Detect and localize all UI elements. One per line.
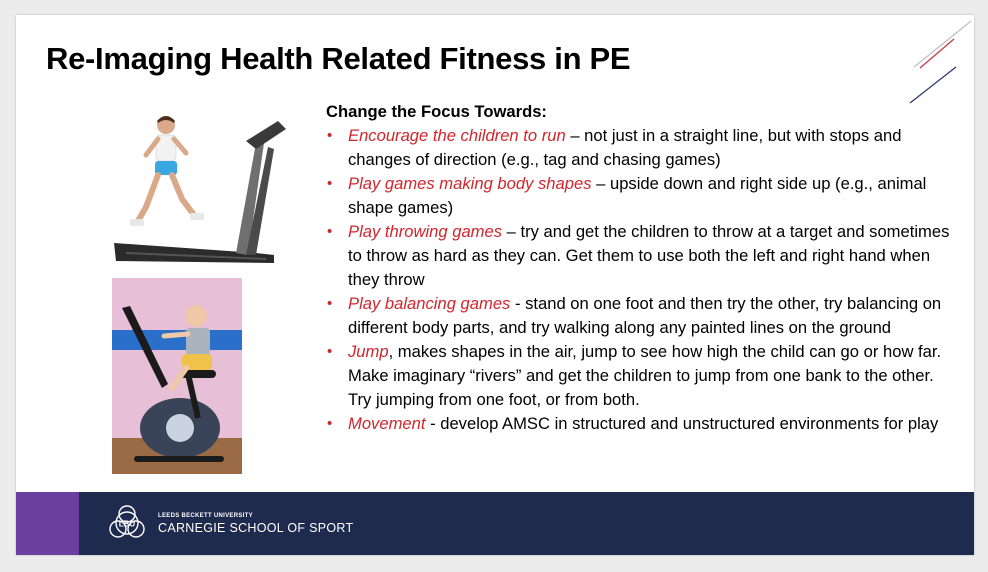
bullet-icon: • (327, 295, 333, 312)
list-item (326, 124, 956, 172)
list-item (326, 292, 956, 340)
bullet-list (326, 124, 956, 436)
slide (16, 15, 974, 555)
slide-title: Re-Imaging Health Related Fitness in PE (46, 41, 631, 76)
bullet-text: – upside down and right side up (e.g., animal shape games) (348, 174, 927, 217)
bullet-highlight: Jump (348, 342, 389, 361)
bullet-icon: • (327, 343, 333, 360)
bullet-icon: • (327, 223, 333, 240)
bullet-highlight: Encourage the children to run (348, 126, 566, 145)
list-item (326, 412, 956, 436)
bullet-highlight: Play throwing games (348, 222, 503, 241)
footer-bar (16, 492, 974, 555)
bullet-icon: • (327, 175, 333, 192)
bullet-text: – not just in a straight line, but with stops and changes of direction (e.g., tag and chasing games) (348, 126, 902, 169)
university-name: LEEDS BECKETT UNIVERSITY (158, 513, 253, 519)
list-item (326, 340, 956, 412)
bullet-highlight: Play games making body shapes (348, 174, 592, 193)
bullet-highlight: Play balancing games (348, 294, 511, 313)
content-text (326, 100, 956, 436)
exercise-bike-child-image (112, 278, 242, 474)
bullet-text: - stand on one foot and then try the other, try balancing on different body parts, and try walking along any painted lines on the ground (348, 294, 942, 337)
bullet-text: – try and get the children to throw at a target and sometimes to throw as hard as they can. Get them to use both the left and right hand when they throw (348, 222, 950, 289)
treadmill-child-image (106, 103, 296, 271)
university-crest-icon (106, 502, 148, 544)
bullet-text: - develop AMSC in structured and unstructured environments for play (425, 414, 939, 433)
school-name: CARNEGIE SCHOOL OF SPORT (158, 521, 354, 535)
bullet-text: , makes shapes in the air, jump to see how high the child can go or how far. Make imaginary “rivers” and get the children to jump from one bank to the other. Try jumping from one foot, or from both. (348, 342, 942, 409)
content-heading: Change the Focus Towards: (326, 102, 547, 121)
bullet-icon: • (327, 415, 333, 432)
list-item (326, 172, 956, 220)
footer-accent-block (16, 492, 79, 555)
bullet-highlight: Movement (348, 414, 426, 433)
bullet-icon: • (327, 127, 333, 144)
svg-text:LBU: LBU (118, 519, 136, 529)
list-item (326, 220, 956, 292)
